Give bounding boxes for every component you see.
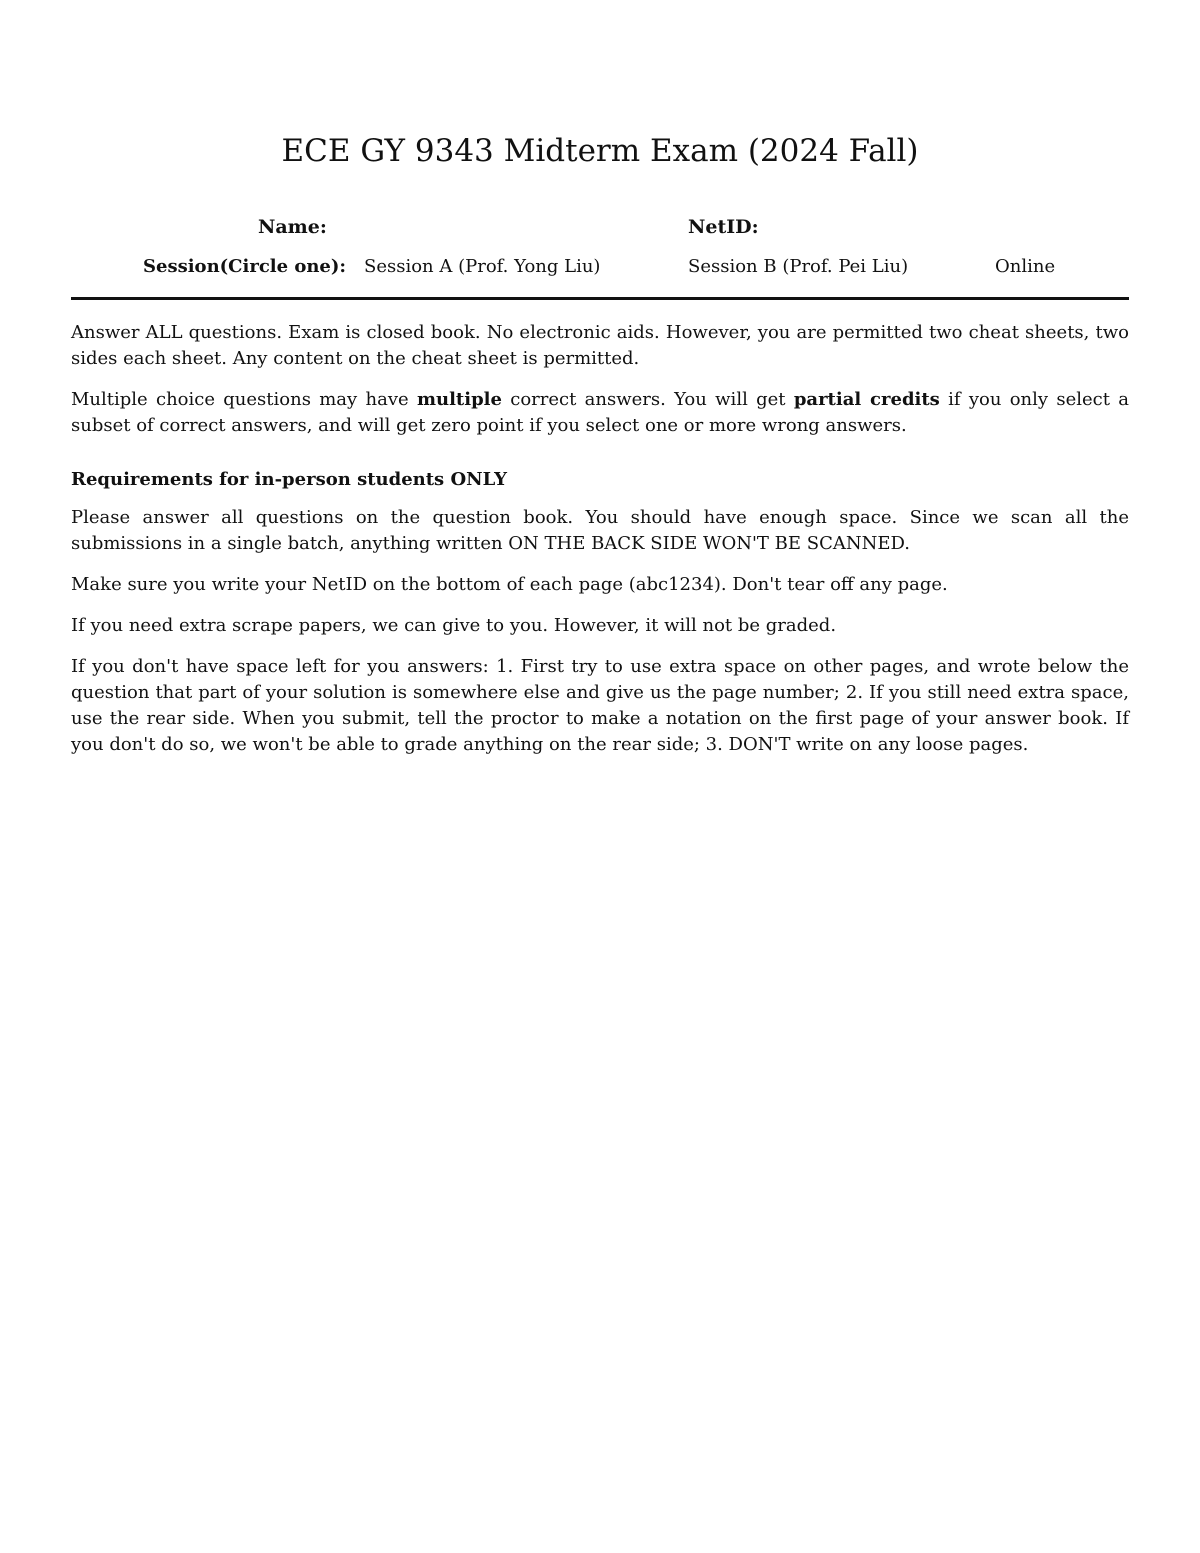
session-option-b: Session B (Prof. Pei Liu) — [688, 256, 909, 277]
emphasis-multiple: multiple — [416, 389, 502, 410]
requirements-heading: Requirements for in-person students ONLY — [71, 469, 507, 490]
emphasis-partial-credits: partial credits — [793, 389, 940, 410]
session-option-a: Session A (Prof. Yong Liu) — [364, 256, 601, 277]
requirements-paragraph-2: Make sure you write your NetID on the bottom of each page (abc1234). Don't tear off any page. — [71, 574, 948, 595]
instructions-paragraph-1: Answer ALL questions. Exam is closed book. No electronic aids. However, you are permitted two cheat sheets, two sides each sheet. Any content on the cheat sheet is permitted. — [71, 322, 1129, 369]
session-option-online: Online — [995, 256, 1056, 277]
page-title: ECE GY 9343 Midterm Exam (2024 Fall) — [281, 133, 919, 169]
session-label: Session(Circle one): — [143, 256, 347, 277]
header-divider — [71, 297, 1129, 300]
netid-label: NetID: — [688, 216, 759, 238]
name-label: Name: — [258, 216, 327, 238]
instructions-paragraph-2: Multiple choice questions may have multiple correct answers. You will get partial credits if you only select a subset of correct answers, and will get zero point if you select one or more wrong answers. — [71, 389, 1130, 436]
requirements-paragraph-1: Please answer all questions on the question book. You should have enough space. Since we scan all the submissions in a single batch, anything written ON THE BACK SIDE WON'T BE SCANNED. — [71, 507, 1129, 554]
instructions-body — [71, 320, 1129, 773]
requirements-paragraph-4: If you don't have space left for you answers: 1. First try to use extra space on other pages, and wrote below the question that part of your solution is somewhere else and give us the page number; 2. If you still need extra space, use the rear side. When you submit, tell the proctor to make a notation on the first page of your answer book. If you don't do so, we won't be able to grade anything on the rear side; 3. DON'T write on any loose pages. — [71, 656, 1129, 755]
requirements-paragraph-3: If you need extra scrape papers, we can give to you. However, it will not be graded. — [71, 615, 837, 636]
